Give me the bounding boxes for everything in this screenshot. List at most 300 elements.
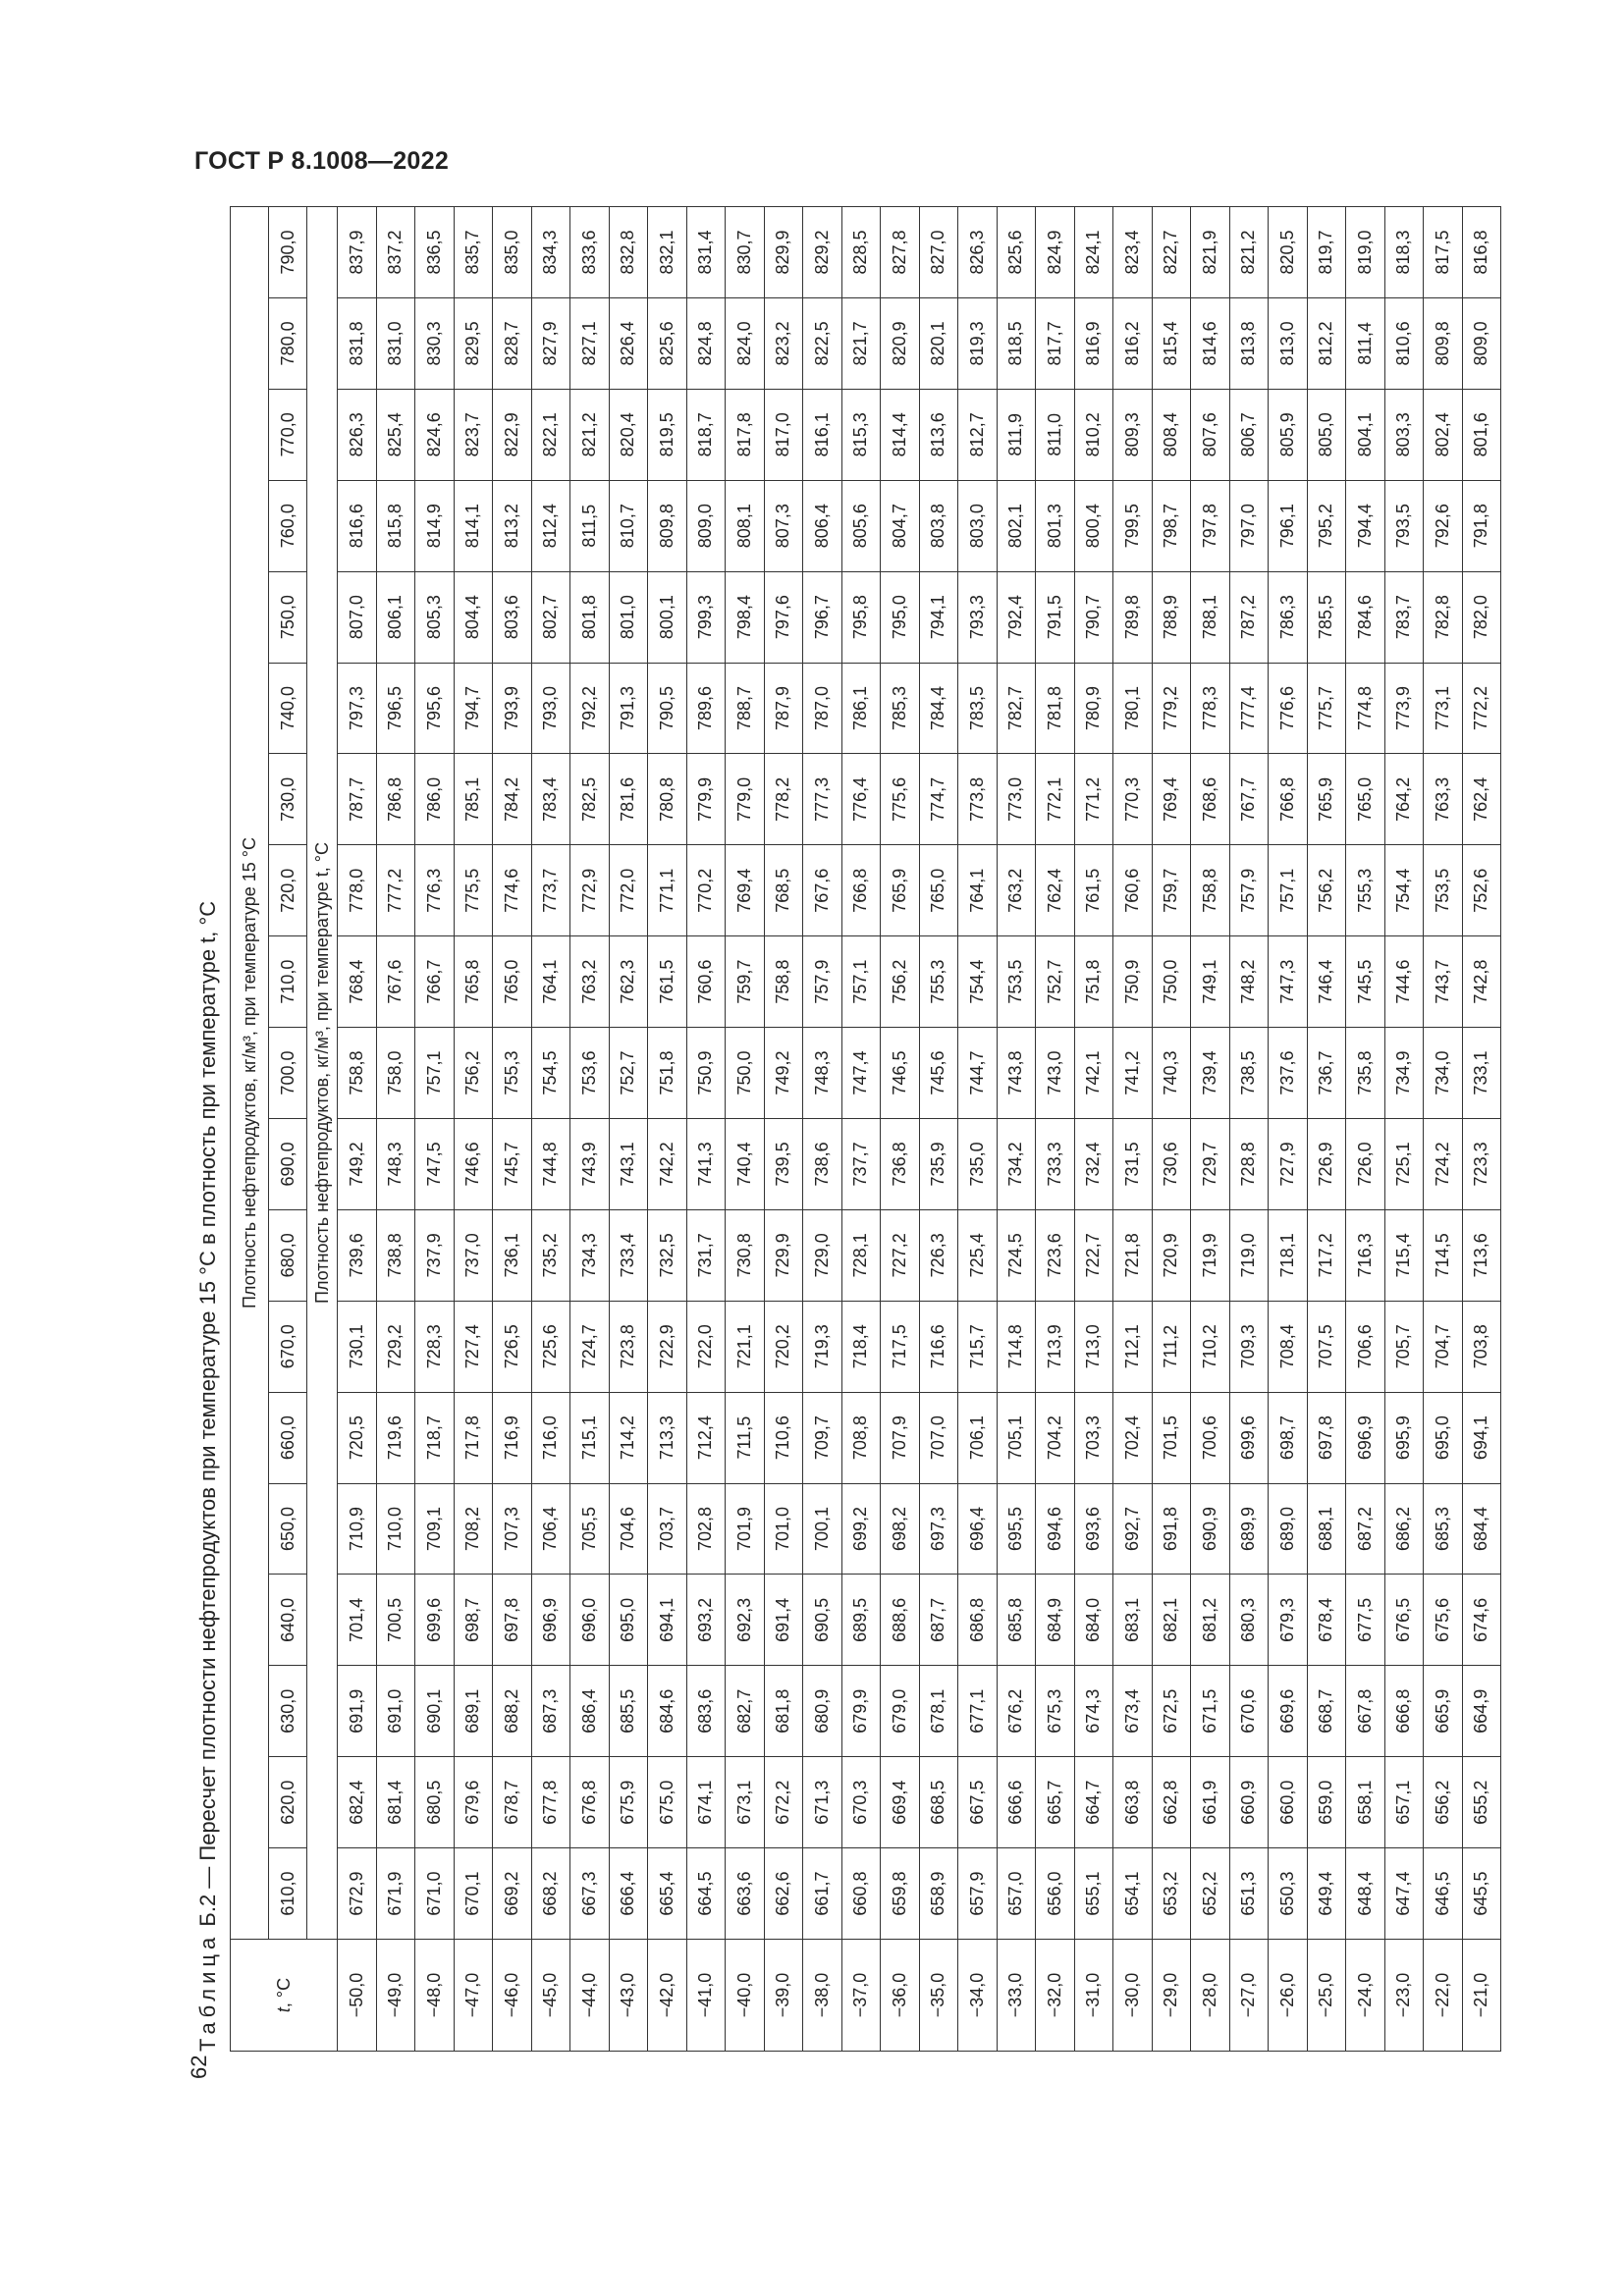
density-cell: 809,0 [686, 480, 726, 571]
density-cell: 809,8 [648, 480, 687, 571]
density-cell: 702,8 [686, 1483, 726, 1575]
table-row [958, 207, 998, 2052]
density-cell: 813,8 [1229, 297, 1269, 389]
density-cell: 763,2 [570, 936, 610, 1028]
density-cell: 662,6 [764, 1848, 803, 1940]
density-cell: 771,2 [1074, 754, 1113, 845]
density-cell: 799,3 [686, 571, 726, 663]
density-cell: 746,5 [881, 1028, 920, 1119]
temperature-cell: −29,0 [1152, 1940, 1191, 2052]
density-cell: 733,3 [1036, 1118, 1075, 1209]
density-cell: 717,8 [454, 1392, 493, 1483]
density-cell: 710,2 [1191, 1301, 1230, 1392]
density-cell: 745,5 [1346, 936, 1385, 1028]
density-cell: 813,6 [919, 389, 958, 480]
density-cell: 814,9 [415, 480, 455, 571]
density-cell: 720,5 [338, 1392, 377, 1483]
density-cell: 693,2 [686, 1575, 726, 1666]
density-cell: 707,9 [881, 1392, 920, 1483]
density-cell: 773,8 [958, 754, 998, 845]
density-cell: 752,7 [1036, 936, 1075, 1028]
density-column-header: 630,0 [269, 1666, 307, 1757]
density-cell: 750,0 [726, 1028, 765, 1119]
density-cell: 776,4 [841, 754, 881, 845]
density-cell: 765,9 [881, 845, 920, 936]
density-cell: 713,3 [648, 1392, 687, 1483]
density-cell: 754,4 [1384, 845, 1424, 936]
density-column-header: 760,0 [269, 480, 307, 571]
density-cell: 811,9 [997, 389, 1036, 480]
density-cell: 683,6 [686, 1666, 726, 1757]
table-row [1307, 207, 1346, 2052]
density-cell: 701,5 [1152, 1392, 1191, 1483]
density-cell: 807,0 [338, 571, 377, 663]
density-cell: 796,7 [803, 571, 842, 663]
temperature-cell: −32,0 [1036, 1940, 1075, 2052]
table-caption-text: Б.2 — Пересчет плотности нефтепродуктов при температуре 15 °С в плотность при температуре t, °С [195, 900, 220, 1927]
table-caption-label: Таблица [195, 1932, 220, 2052]
density-cell: 809,8 [1424, 297, 1463, 389]
density-cell: 822,7 [1152, 207, 1191, 298]
density-cell: 763,2 [997, 845, 1036, 936]
density-cell: 662,8 [1152, 1757, 1191, 1848]
density-cell: 788,7 [726, 663, 765, 754]
density-cell: 794,4 [1346, 480, 1385, 571]
density-cell: 829,9 [764, 207, 803, 298]
density-cell: 776,3 [415, 845, 455, 936]
density-cell: 750,0 [1152, 936, 1191, 1028]
density-cell: 789,6 [686, 663, 726, 754]
density-cell: 766,8 [1269, 754, 1308, 845]
density-cell: 718,7 [415, 1392, 455, 1483]
density-header-row [269, 207, 307, 2052]
density-cell: 805,3 [415, 571, 455, 663]
density-cell: 679,6 [454, 1757, 493, 1848]
density-cell: 758,8 [764, 936, 803, 1028]
density-cell: 790,5 [648, 663, 687, 754]
density-cell: 706,6 [1346, 1301, 1385, 1392]
density-cell: 777,3 [803, 754, 842, 845]
density-cell: 730,8 [726, 1209, 765, 1301]
density-cell: 821,2 [1229, 207, 1269, 298]
density-cell: 784,2 [493, 754, 532, 845]
temperature-cell: −50,0 [338, 1940, 377, 2052]
table-row [609, 207, 648, 2052]
density-column-header: 660,0 [269, 1392, 307, 1483]
density-cell: 743,1 [609, 1118, 648, 1209]
density-cell: 828,5 [841, 207, 881, 298]
density-cell: 766,7 [415, 936, 455, 1028]
density-cell: 745,6 [919, 1028, 958, 1119]
density-cell: 670,3 [841, 1757, 881, 1848]
density-cell: 773,9 [1384, 663, 1424, 754]
density-cell: 671,5 [1191, 1666, 1230, 1757]
density-cell: 657,1 [1384, 1757, 1424, 1848]
density-cell: 681,2 [1191, 1575, 1230, 1666]
density-cell: 703,7 [648, 1483, 687, 1575]
density-cell: 824,9 [1036, 207, 1075, 298]
density-cell: 827,1 [570, 297, 610, 389]
density-cell: 733,4 [609, 1209, 648, 1301]
density-cell: 688,6 [881, 1575, 920, 1666]
density-cell: 677,1 [958, 1666, 998, 1757]
density-cell: 773,1 [1424, 663, 1463, 754]
temperature-cell: −39,0 [764, 1940, 803, 2052]
density-cell: 820,9 [881, 297, 920, 389]
density-cell: 742,2 [648, 1118, 687, 1209]
density-cell: 788,9 [1152, 571, 1191, 663]
density-cell: 765,8 [454, 936, 493, 1028]
density-cell: 796,1 [1269, 480, 1308, 571]
density-cell: 648,4 [1346, 1848, 1385, 1940]
density-cell: 692,3 [726, 1575, 765, 1666]
density-cell: 783,7 [1384, 571, 1424, 663]
table-row [1229, 207, 1269, 2052]
density-cell: 822,1 [531, 389, 570, 480]
density-cell: 767,6 [376, 936, 415, 1028]
density-cell: 824,8 [686, 297, 726, 389]
density-cell: 752,6 [1462, 845, 1501, 936]
density-cell: 700,5 [376, 1575, 415, 1666]
density-cell: 658,9 [919, 1848, 958, 1940]
density-cell: 755,3 [493, 1028, 532, 1119]
density-cell: 833,6 [570, 207, 610, 298]
density-cell: 734,9 [1384, 1028, 1424, 1119]
density-cell: 705,7 [1384, 1301, 1424, 1392]
table-row [841, 207, 881, 2052]
density-cell: 829,5 [454, 297, 493, 389]
density-cell: 802,7 [531, 571, 570, 663]
density-cell: 801,8 [570, 571, 610, 663]
density-cell: 735,8 [1346, 1028, 1385, 1119]
density-cell: 712,4 [686, 1392, 726, 1483]
density-cell: 795,6 [415, 663, 455, 754]
density-cell: 738,5 [1229, 1028, 1269, 1119]
density-cell: 676,2 [997, 1666, 1036, 1757]
temperature-cell: −21,0 [1462, 1940, 1501, 2052]
density-cell: 770,3 [1113, 754, 1153, 845]
density-cell: 790,7 [1074, 571, 1113, 663]
density-cell: 806,4 [803, 480, 842, 571]
density-cell: 668,5 [919, 1757, 958, 1848]
density-cell: 707,3 [493, 1483, 532, 1575]
density-cell: 834,3 [531, 207, 570, 298]
density-cell: 797,3 [338, 663, 377, 754]
density-cell: 699,2 [841, 1483, 881, 1575]
density-cell: 802,1 [997, 480, 1036, 571]
density-cell: 789,8 [1113, 571, 1153, 663]
density-cell: 671,9 [376, 1848, 415, 1940]
temperature-cell: −25,0 [1307, 1940, 1346, 2052]
density-cell: 762,3 [609, 936, 648, 1028]
density-cell: 721,8 [1113, 1209, 1153, 1301]
density-cell: 673,1 [726, 1757, 765, 1848]
density-cell: 710,0 [376, 1483, 415, 1575]
density-cell: 751,8 [648, 1028, 687, 1119]
density-cell: 725,6 [531, 1301, 570, 1392]
density-cell: 758,0 [376, 1028, 415, 1119]
density-cell: 777,4 [1229, 663, 1269, 754]
temperature-cell: −24,0 [1346, 1940, 1385, 2052]
density-cell: 784,4 [919, 663, 958, 754]
density-cell: 787,7 [338, 754, 377, 845]
density-cell: 824,6 [415, 389, 455, 480]
density-cell: 727,4 [454, 1301, 493, 1392]
density-column-header: 690,0 [269, 1118, 307, 1209]
density-cell: 701,0 [764, 1483, 803, 1575]
density-cell: 682,4 [338, 1757, 377, 1848]
density-cell: 689,9 [1229, 1483, 1269, 1575]
density-cell: 711,5 [726, 1392, 765, 1483]
density-cell: 817,8 [726, 389, 765, 480]
density-cell: 814,6 [1191, 297, 1230, 389]
density-cell: 660,0 [1269, 1757, 1308, 1848]
density-cell: 715,1 [570, 1392, 610, 1483]
density-cell: 742,8 [1462, 936, 1501, 1028]
density-cell: 835,0 [493, 207, 532, 298]
table-caption [187, 206, 230, 2052]
temperature-cell: −22,0 [1424, 1940, 1463, 2052]
density-cell: 791,5 [1036, 571, 1075, 663]
temperature-cell: −49,0 [376, 1940, 415, 2052]
density-cell: 781,6 [609, 754, 648, 845]
density-cell: 829,2 [803, 207, 842, 298]
density-cell: 723,6 [1036, 1209, 1075, 1301]
density-cell: 792,4 [997, 571, 1036, 663]
density-cell: 821,2 [570, 389, 610, 480]
density-cell: 757,1 [1269, 845, 1308, 936]
temperature-cell: −34,0 [958, 1940, 998, 2052]
density-cell: 729,0 [803, 1209, 842, 1301]
table-row [493, 207, 532, 2052]
density-cell: 645,5 [1462, 1848, 1501, 1940]
density-cell: 737,6 [1269, 1028, 1308, 1119]
density-cell: 769,4 [1152, 754, 1191, 845]
density-cell: 696,9 [531, 1575, 570, 1666]
density-cell: 724,2 [1424, 1118, 1463, 1209]
density-cell: 659,0 [1307, 1757, 1346, 1848]
table-row [1424, 207, 1463, 2052]
density-cell: 674,1 [686, 1757, 726, 1848]
density-cell: 720,2 [764, 1301, 803, 1392]
density-cell: 798,7 [1152, 480, 1191, 571]
density-cell: 695,0 [1424, 1392, 1463, 1483]
density-cell: 709,3 [1229, 1301, 1269, 1392]
density-cell: 746,6 [454, 1118, 493, 1209]
density-cell: 684,6 [648, 1666, 687, 1757]
density-cell: 668,2 [531, 1848, 570, 1940]
table-row [726, 207, 765, 2052]
temperature-cell: −26,0 [1269, 1940, 1308, 2052]
density-cell: 780,1 [1113, 663, 1153, 754]
density-cell: 788,1 [1191, 571, 1230, 663]
density-cell: 832,8 [609, 207, 648, 298]
density-cell: 718,1 [1269, 1209, 1308, 1301]
density-cell: 710,9 [338, 1483, 377, 1575]
density-cell: 772,0 [609, 845, 648, 936]
temperature-cell: −48,0 [415, 1940, 455, 2052]
density-cell: 727,2 [881, 1209, 920, 1301]
table-row [1152, 207, 1191, 2052]
density-cell: 772,2 [1462, 663, 1501, 754]
density-cell: 786,3 [1269, 571, 1308, 663]
density-cell: 778,0 [338, 845, 377, 936]
density-cell: 737,7 [841, 1118, 881, 1209]
density-cell: 791,8 [1462, 480, 1501, 571]
density-cell: 741,2 [1113, 1028, 1153, 1119]
density-cell: 769,4 [726, 845, 765, 936]
density-cell: 719,3 [803, 1301, 842, 1392]
density-cell: 755,3 [919, 936, 958, 1028]
density-cell: 674,3 [1074, 1666, 1113, 1757]
density-cell: 776,6 [1269, 663, 1308, 754]
density-cell: 757,1 [415, 1028, 455, 1119]
density-cell: 786,1 [841, 663, 881, 754]
density-cell: 722,0 [686, 1301, 726, 1392]
density-cell: 675,3 [1036, 1666, 1075, 1757]
density-column-header: 710,0 [269, 936, 307, 1028]
density-cell: 805,9 [1269, 389, 1308, 480]
density-cell: 681,4 [376, 1757, 415, 1848]
density-cell: 760,6 [686, 936, 726, 1028]
density-cell: 748,3 [803, 1028, 842, 1119]
density-cell: 665,7 [1036, 1757, 1075, 1848]
table-row [803, 207, 842, 2052]
density-cell: 698,2 [881, 1483, 920, 1575]
density-cell: 735,0 [958, 1118, 998, 1209]
density-cell: 747,4 [841, 1028, 881, 1119]
density-cell: 708,8 [841, 1392, 881, 1483]
density-cell: 793,0 [531, 663, 570, 754]
density-cell: 835,7 [454, 207, 493, 298]
density-cell: 653,2 [1152, 1848, 1191, 1940]
density-cell: 783,5 [958, 663, 998, 754]
density-cell: 656,0 [1036, 1848, 1075, 1940]
density-cell: 690,9 [1191, 1483, 1230, 1575]
density-cell: 812,4 [531, 480, 570, 571]
density-cell: 701,9 [726, 1483, 765, 1575]
density-cell: 837,2 [376, 207, 415, 298]
density-cell: 810,2 [1074, 389, 1113, 480]
density-cell: 748,2 [1229, 936, 1269, 1028]
density-cell: 819,5 [648, 389, 687, 480]
density-cell: 723,3 [1462, 1118, 1501, 1209]
table-row [1113, 207, 1153, 2052]
table-row [454, 207, 493, 2052]
density-cell: 731,7 [686, 1209, 726, 1301]
density-cell: 818,7 [686, 389, 726, 480]
page-number: 62 [187, 2055, 211, 2079]
density-cell: 681,8 [764, 1666, 803, 1757]
density-column-header: 790,0 [269, 207, 307, 298]
density-cell: 695,9 [1384, 1392, 1424, 1483]
density-cell: 743,8 [997, 1028, 1036, 1119]
density-cell: 676,8 [570, 1757, 610, 1848]
density-cell: 689,1 [454, 1666, 493, 1757]
temperature-cell: −45,0 [531, 1940, 570, 2052]
density-cell: 668,7 [1307, 1666, 1346, 1757]
density-cell: 727,9 [1269, 1118, 1308, 1209]
density-cell: 764,1 [531, 936, 570, 1028]
density-cell: 778,2 [764, 754, 803, 845]
density-cell: 656,2 [1424, 1757, 1463, 1848]
density-cell: 696,0 [570, 1575, 610, 1666]
density-cell: 783,4 [531, 754, 570, 845]
density-cell: 803,6 [493, 571, 532, 663]
density-column-header: 670,0 [269, 1301, 307, 1392]
density-cell: 827,8 [881, 207, 920, 298]
density-cell: 748,3 [376, 1118, 415, 1209]
density-cell: 686,8 [958, 1575, 998, 1666]
density-cell: 670,6 [1229, 1666, 1269, 1757]
density-cell: 697,3 [919, 1483, 958, 1575]
density-cell: 684,0 [1074, 1575, 1113, 1666]
density-table [230, 206, 1501, 2052]
density-cell: 666,6 [997, 1757, 1036, 1848]
density-cell: 690,5 [803, 1575, 842, 1666]
density-cell: 703,3 [1074, 1392, 1113, 1483]
table-row [570, 207, 610, 2052]
density-cell: 764,2 [1384, 754, 1424, 845]
density-cell: 767,7 [1229, 754, 1269, 845]
density-cell: 716,6 [919, 1301, 958, 1392]
density-cell: 702,4 [1113, 1392, 1153, 1483]
density-cell: 766,8 [841, 845, 881, 936]
density-cell: 821,9 [1191, 207, 1230, 298]
density-cell: 700,6 [1191, 1392, 1230, 1483]
density-cell: 686,2 [1384, 1483, 1424, 1575]
density-cell: 817,0 [764, 389, 803, 480]
density-cell: 782,0 [1462, 571, 1501, 663]
density-column-header: 720,0 [269, 845, 307, 936]
density-cell: 742,1 [1074, 1028, 1113, 1119]
density-cell: 786,0 [415, 754, 455, 845]
density-cell: 663,6 [726, 1848, 765, 1940]
table-body [338, 207, 1501, 2052]
table-row [997, 207, 1036, 2052]
density-cell: 831,0 [376, 297, 415, 389]
density-cell: 696,4 [958, 1483, 998, 1575]
density-cell: 736,8 [881, 1118, 920, 1209]
density-cell: 680,9 [803, 1666, 842, 1757]
density-cell: 753,5 [1424, 845, 1463, 936]
density-cell: 691,0 [376, 1666, 415, 1757]
density-cell: 822,5 [803, 297, 842, 389]
density-cell: 750,9 [686, 1028, 726, 1119]
density-cell: 801,6 [1462, 389, 1501, 480]
density-cell: 701,4 [338, 1575, 377, 1666]
density-cell: 775,5 [454, 845, 493, 936]
density-cell: 666,8 [1384, 1666, 1424, 1757]
density-cell: 728,3 [415, 1301, 455, 1392]
density-cell: 684,9 [1036, 1575, 1075, 1666]
density-cell: 743,0 [1036, 1028, 1075, 1119]
density-cell: 816,1 [803, 389, 842, 480]
density-cell: 667,3 [570, 1848, 610, 1940]
density-cell: 815,8 [376, 480, 415, 571]
density-cell: 831,4 [686, 207, 726, 298]
density-cell: 723,8 [609, 1301, 648, 1392]
density-cell: 665,9 [1424, 1666, 1463, 1757]
density-cell: 697,8 [493, 1575, 532, 1666]
density-cell: 682,1 [1152, 1575, 1191, 1666]
density-cell: 699,6 [1229, 1392, 1269, 1483]
density-cell: 717,5 [881, 1301, 920, 1392]
density-cell: 658,1 [1346, 1757, 1385, 1848]
density-cell: 757,1 [841, 936, 881, 1028]
density-cell: 661,9 [1191, 1757, 1230, 1848]
density-cell: 750,9 [1113, 936, 1153, 1028]
